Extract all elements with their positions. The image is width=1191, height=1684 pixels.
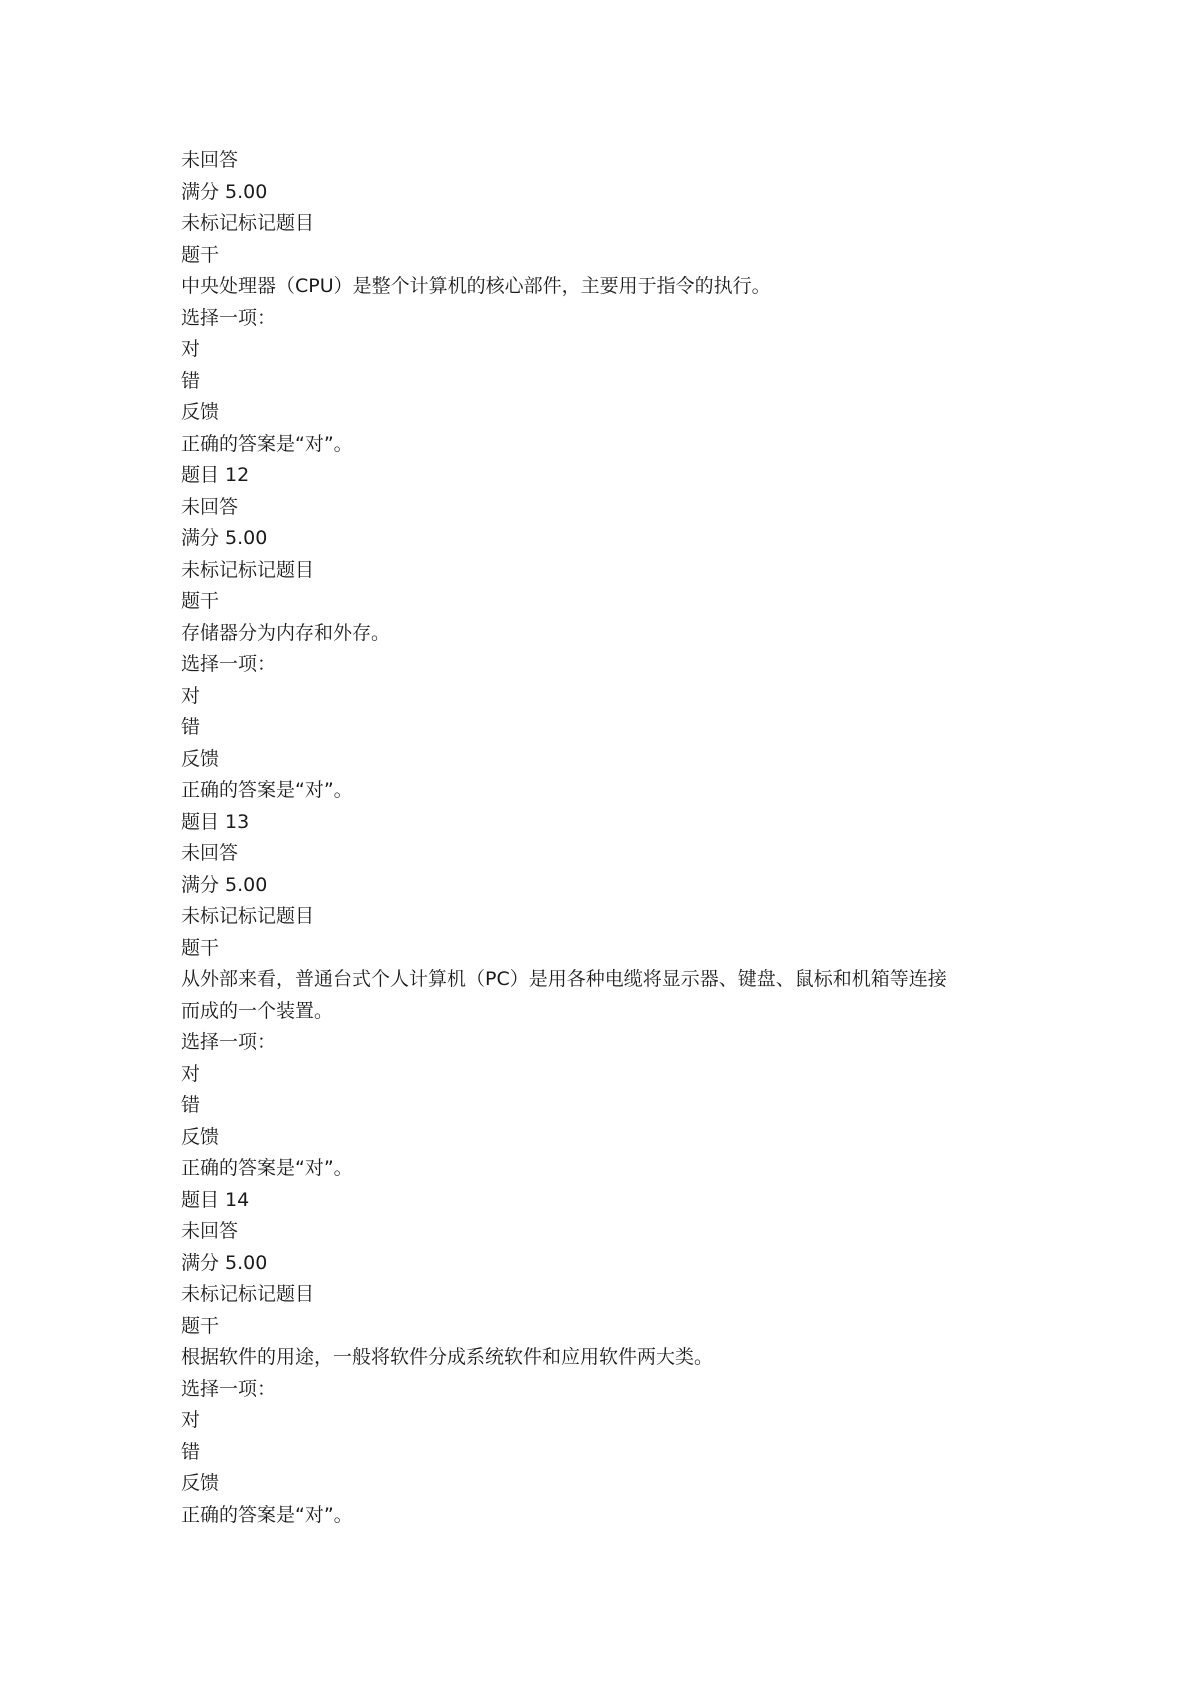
- question-status: 未回答: [181, 495, 239, 518]
- question-text-line-2: 而成的一个装置。: [181, 999, 334, 1022]
- correct-answer: 正确的答案是“对”。: [181, 779, 353, 801]
- question-block-14: [181, 1185, 1031, 1532]
- option-true[interactable]: 对: [181, 1062, 201, 1085]
- question-stem-label: 题干: [181, 243, 220, 266]
- question-status: 未回答: [181, 842, 239, 864]
- option-false[interactable]: 错: [181, 1094, 201, 1116]
- choose-one-prompt: 选择一项：: [181, 306, 277, 329]
- feedback-label: 反馈: [181, 747, 220, 770]
- question-text: 中央处理器（CPU）是整个计算机的核心部件，主要用于指令的执行。: [181, 275, 771, 297]
- flag-question-link[interactable]: 未标记标记题目: [181, 905, 315, 927]
- question-stem-label: 题干: [181, 1314, 220, 1337]
- question-block-13: [181, 807, 1031, 1185]
- flag-question-link[interactable]: 未标记标记题目: [181, 212, 315, 234]
- question-text: 根据软件的用途，一般将软件分成系统软件和应用软件两大类。: [181, 1346, 714, 1368]
- question-score: 满分 5.00: [181, 1251, 268, 1274]
- feedback-label: 反馈: [181, 1472, 220, 1494]
- question-text-line-1: 从外部来看，普通台式个人计算机（PC）是用各种电缆将显示器、键盘、鼠标和机箱等连接: [181, 968, 947, 990]
- question-status: 未回答: [181, 149, 239, 171]
- choose-one-prompt: 选择一项：: [181, 1031, 277, 1053]
- correct-answer: 正确的答案是“对”。: [181, 1503, 353, 1526]
- quiz-content: [181, 145, 1031, 1531]
- flag-question-link[interactable]: 未标记标记题目: [181, 558, 315, 581]
- choose-one-prompt: 选择一项：: [181, 1377, 277, 1400]
- option-false[interactable]: 错: [181, 369, 201, 392]
- question-block-12: [181, 460, 1031, 807]
- feedback-label: 反馈: [181, 1125, 220, 1148]
- option-true[interactable]: 对: [181, 338, 201, 360]
- flag-question-link[interactable]: 未标记标记题目: [181, 1283, 315, 1305]
- question-title: 题目 12: [181, 464, 250, 486]
- question-block-11: [181, 145, 1031, 460]
- question-score: 满分 5.00: [181, 873, 268, 896]
- choose-one-prompt: 选择一项：: [181, 653, 277, 675]
- option-true[interactable]: 对: [181, 1409, 201, 1431]
- question-stem-label: 题干: [181, 936, 220, 959]
- option-false[interactable]: 错: [181, 1440, 201, 1463]
- question-score: 满分 5.00: [181, 180, 268, 203]
- option-false[interactable]: 错: [181, 716, 201, 738]
- question-title: 题目 13: [181, 810, 250, 833]
- question-title: 题目 14: [181, 1188, 250, 1211]
- question-stem-label: 题干: [181, 590, 220, 612]
- correct-answer: 正确的答案是“对”。: [181, 1157, 353, 1179]
- question-status: 未回答: [181, 1220, 239, 1242]
- question-text: 存储器分为内存和外存。: [181, 621, 391, 644]
- correct-answer: 正确的答案是“对”。: [181, 432, 353, 455]
- question-score: 满分 5.00: [181, 527, 268, 549]
- option-true[interactable]: 对: [181, 684, 201, 707]
- feedback-label: 反馈: [181, 401, 220, 423]
